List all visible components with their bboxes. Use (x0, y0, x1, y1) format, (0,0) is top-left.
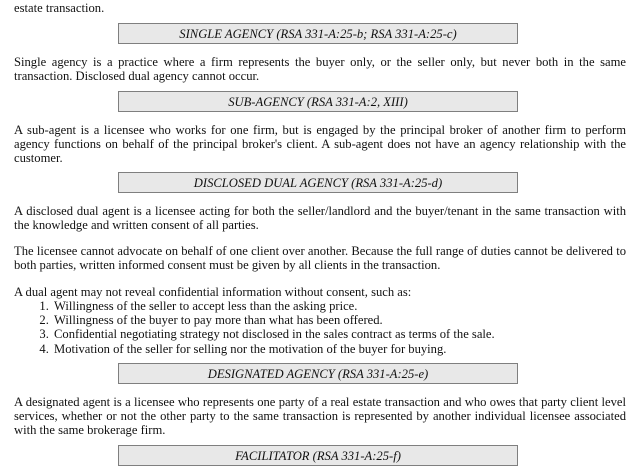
designated-agency-paragraph: A designated agent is a licensee who represents one party of a real estate transaction and who owes that party client level services, whether or not the other party to the same transaction is represented by another individual licensee associated with the same brokerage firm. (14, 395, 626, 438)
dual-agency-paragraph-2: The licensee cannot advocate on behalf of one client over another. Because the full range of duties cannot be delivered to both parties, written informed consent must be given by all clients in the transaction. (14, 244, 626, 273)
single-agency-heading: SINGLE AGENCY (RSA 331-A:25-b; RSA 331-A:25-c) (118, 23, 518, 44)
list-item: 4. Motivation of the seller for selling nor the motivation of the buyer for buying. (52, 342, 626, 356)
sub-agency-paragraph: A sub-agent is a licensee who works for one firm, but is engaged by the principal broker of another firm to perform agency functions on behalf of the principal broker's client. A sub-agent does not have an agency relationship with the customer. (14, 123, 626, 166)
sub-agency-heading: SUB-AGENCY (RSA 331-A:2, XIII) (118, 91, 518, 112)
list-item: 2. Willingness of the buyer to pay more than what has been offered. (52, 313, 626, 327)
dual-agency-paragraph-1: A disclosed dual agent is a licensee acting for both the seller/landlord and the buyer/tenant in the same transaction with the knowledge and written consent of all parties. (14, 204, 626, 233)
list-item: 3. Confidential negotiating strategy not disclosed in the sales contract as terms of the sale. (52, 327, 626, 341)
facilitator-heading: FACILITATOR (RSA 331-A:25-f) (118, 445, 518, 466)
dual-agency-paragraph-3: A dual agent may not reveal confidential information without consent, such as: (14, 285, 412, 299)
top-fragment-text: estate transaction. (14, 1, 105, 15)
single-agency-paragraph: Single agency is a practice where a firm represents the buyer only, or the seller only, but never both in the same transaction. Disclosed dual agency cannot occur. (14, 55, 626, 84)
list-item: 1. Willingness of the seller to accept less than the asking price. (52, 299, 626, 313)
dual-agency-heading: DISCLOSED DUAL AGENCY (RSA 331-A:25-d) (118, 172, 518, 193)
confidential-info-list (14, 299, 626, 356)
designated-agency-heading: DESIGNATED AGENCY (RSA 331-A:25-e) (118, 363, 518, 384)
